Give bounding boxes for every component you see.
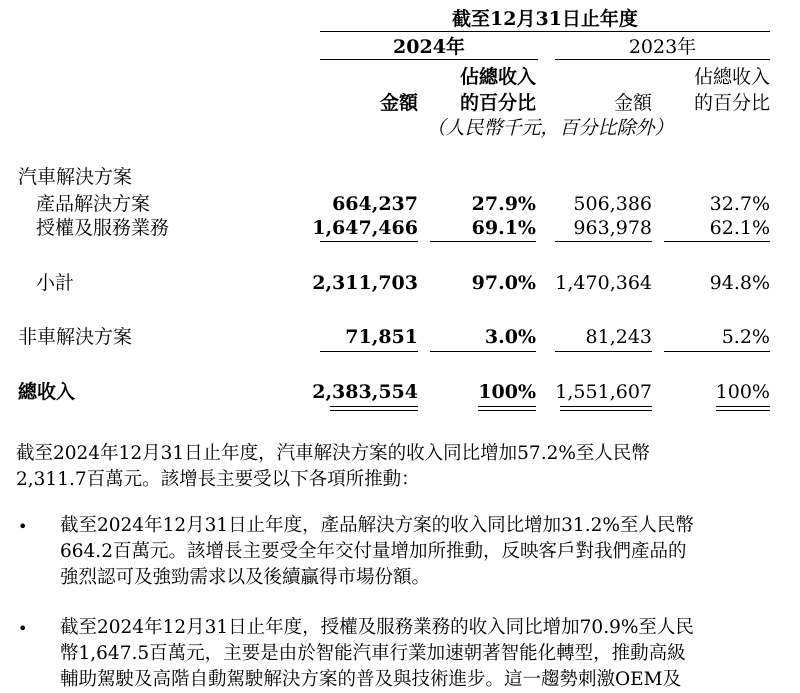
double-rule-p24-1	[478, 406, 536, 407]
row-label: 小計	[36, 272, 75, 294]
amount-2024: 71,851	[345, 326, 418, 348]
pct-2023: 5.2%	[721, 326, 770, 348]
year-2023-rule	[555, 59, 770, 60]
amount-2024: 2,311,703	[312, 272, 418, 294]
pct-2024: 27.9%	[471, 193, 536, 215]
pct-2024: 97.0%	[471, 272, 536, 294]
header-rule	[320, 31, 770, 32]
pct-2023: 94.8%	[709, 272, 770, 294]
subtotal-rule-a24	[320, 241, 418, 242]
section-auto-label: 汽車解決方案	[18, 166, 133, 188]
total-rule-a23	[555, 351, 652, 352]
subtotal-rule-p24	[430, 241, 536, 242]
double-rule-p23-2	[716, 410, 770, 411]
col-amount-2023: 金額	[613, 92, 652, 114]
bullet2-line-3: 輔助駕駛及高階自動駕駛解決方案的普及與技術進步。這一趨勢刺激OEM及	[60, 669, 682, 690]
double-rule-a23-1	[560, 406, 652, 407]
row-label: 授權及服務業務	[36, 217, 170, 239]
year-2023-header: 2023年	[628, 36, 697, 58]
double-rule-p24-2	[478, 410, 536, 411]
bullet1-line-1: 截至2024年12月31日止年度，產品解決方案的收入同比增加31.2%至人民幣	[60, 515, 694, 536]
double-rule-a24-1	[330, 406, 418, 407]
bullet2-line-2: 幣1,647.5百萬元，主要是由於智能汽車行業加速朝著智能化轉型，推動高級	[60, 643, 686, 664]
intro-line-1: 截至2024年12月31日止年度，汽車解決方案的收入同比增加57.2%至人民幣	[16, 443, 650, 464]
amount-2024: 1,647,466	[312, 217, 418, 239]
bullet1-line-2: 664.2百萬元。該增長主要受全年交付量增加所推動，反映客戶對我們產品的	[60, 541, 687, 562]
pct-2023: 32.7%	[709, 193, 770, 215]
amount-2023: 81,243	[585, 326, 652, 348]
pct-2024: 69.1%	[471, 217, 536, 239]
pct-2024: 100%	[478, 381, 536, 403]
row-label: 總收入	[18, 381, 76, 403]
unit-note: （人民幣千元，百分比除外）	[426, 117, 674, 139]
row-label: 非車解決方案	[18, 326, 133, 348]
amount-2024: 664,237	[332, 193, 418, 215]
col-pct-2023-line2: 的百分比	[693, 92, 770, 114]
intro-line-2: 2,311.7百萬元。該增長主要受以下各項所推動：	[16, 469, 420, 490]
col-pct-2023-line1: 佔總收入	[693, 66, 770, 88]
col-pct-2024-line2: 的百分比	[459, 92, 536, 114]
amount-2024: 2,383,554	[312, 381, 418, 403]
subtotal-rule-a23	[555, 241, 652, 242]
pct-2024: 3.0%	[484, 326, 536, 348]
bullet-marker-2: •	[18, 619, 28, 638]
amount-2023: 1,551,607	[555, 381, 652, 403]
period-header: 截至12月31日止年度	[452, 8, 638, 30]
total-rule-p24	[430, 351, 536, 352]
pct-2023: 100%	[715, 381, 770, 403]
double-rule-p23-1	[716, 406, 770, 407]
subtotal-rule-p23	[664, 241, 770, 242]
row-label: 產品解決方案	[36, 193, 151, 215]
pct-2023: 62.1%	[709, 217, 770, 239]
bullet1-line-3: 強烈認可及強勁需求以及後續贏得市場份額。	[60, 567, 431, 588]
double-rule-a23-2	[560, 410, 652, 411]
total-rule-p23	[664, 351, 770, 352]
total-rule-a24	[320, 351, 418, 352]
year-2024-rule	[320, 59, 538, 60]
bullet-marker-1: •	[18, 517, 28, 536]
double-rule-a24-2	[330, 410, 418, 411]
year-2024-header: 2024年	[393, 36, 465, 58]
amount-2023: 506,386	[573, 193, 652, 215]
col-amount-2024: 金額	[379, 92, 418, 114]
col-pct-2024-line1: 佔總收入	[459, 66, 536, 88]
amount-2023: 1,470,364	[555, 272, 652, 294]
amount-2023: 963,978	[573, 217, 652, 239]
bullet2-line-1: 截至2024年12月31日止年度，授權及服務業務的收入同比增加70.9%至人民	[60, 617, 694, 638]
